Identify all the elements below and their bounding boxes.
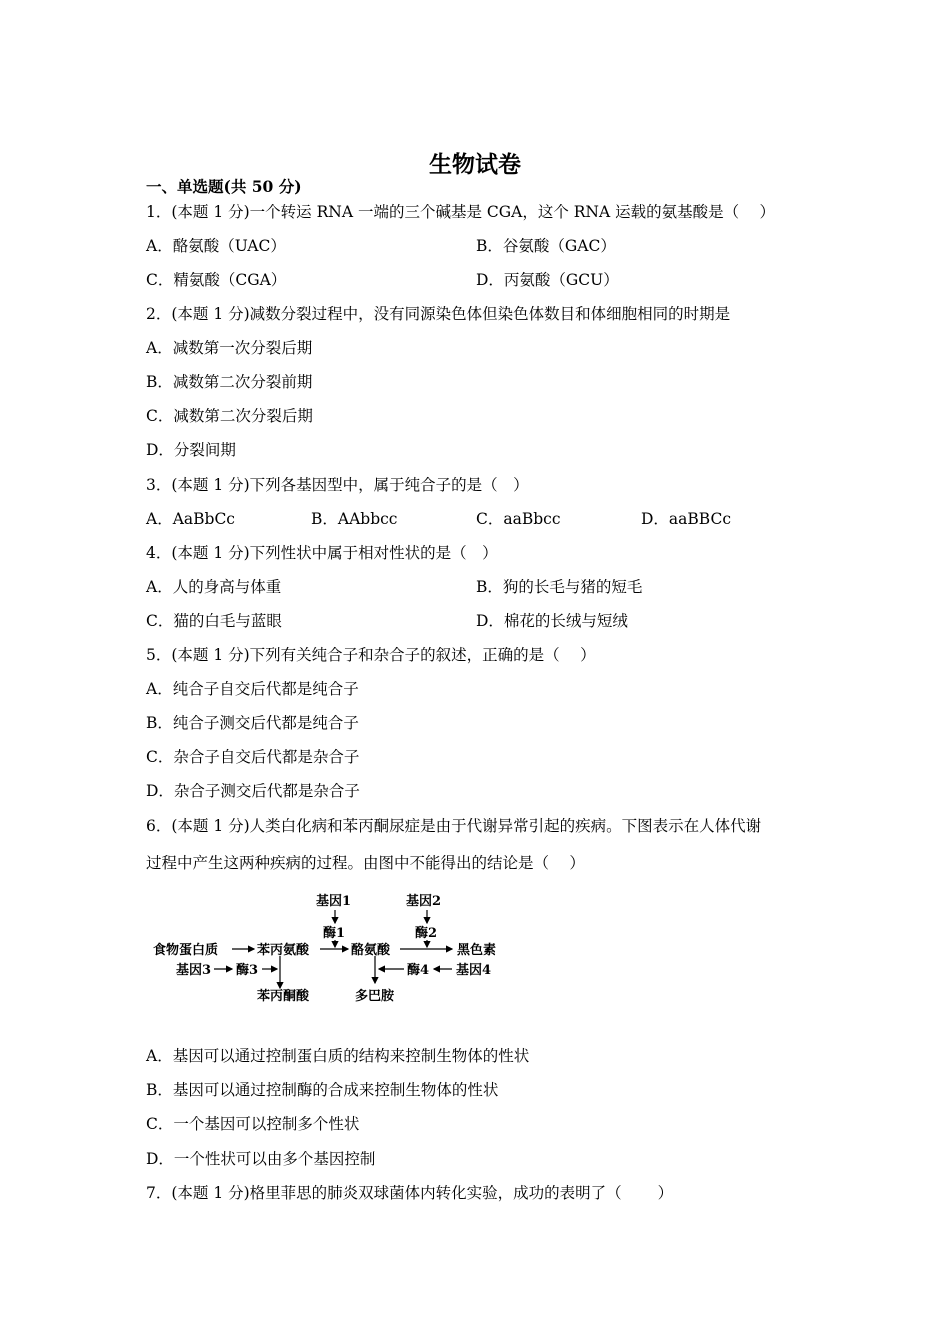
question-6-stem-line-1: 6．(本题 1 分)人类白化病和苯丙酮尿症是由于代谢异常引起的疾病。下图表示在人体代谢 bbox=[146, 817, 762, 835]
melanin-label: 黑色素 bbox=[457, 943, 497, 958]
question-5-option-b: B．纯合子测交后代都是纯合子 bbox=[146, 714, 359, 732]
gene1-label: 基因1 bbox=[316, 894, 352, 909]
question-4-option-a: A．人的身高与体重 bbox=[146, 578, 282, 596]
gene3-label: 基因3 bbox=[176, 963, 212, 978]
dopamine-label: 多巴胺 bbox=[355, 989, 395, 1004]
question-4-option-d: D．棉花的长绒与短绒 bbox=[476, 612, 628, 630]
page-title: 生物试卷 bbox=[429, 151, 521, 178]
question-2-option-a: A．减数第一次分裂后期 bbox=[146, 339, 313, 357]
food-protein-label: 食物蛋白质 bbox=[153, 943, 219, 958]
question-6-option-b: B．基因可以通过控制酶的合成来控制生物体的性状 bbox=[146, 1081, 499, 1099]
enzyme2-label: 酶2 bbox=[415, 926, 438, 941]
question-5-option-d: D．杂合子测交后代都是杂合子 bbox=[146, 782, 360, 800]
question-2-option-d: D．分裂间期 bbox=[146, 441, 236, 459]
question-6-option-d: D．一个性状可以由多个基因控制 bbox=[146, 1150, 376, 1168]
question-1-option-d: D．丙氨酸（GCU） bbox=[476, 271, 619, 289]
question-3-stem: 3．(本题 1 分)下列各基因型中，属于纯合子的是（ ） bbox=[146, 476, 529, 494]
enzyme4-label: 酶4 bbox=[407, 963, 430, 978]
gene2-label: 基因2 bbox=[406, 894, 442, 909]
question-3-option-c: C．aaBbcc bbox=[476, 510, 561, 528]
question-7-stem: 7．(本题 1 分)格里菲思的肺炎双球菌体内转化实验，成功的表明了（ ） bbox=[146, 1184, 674, 1202]
enzyme1-label: 酶1 bbox=[323, 926, 346, 941]
question-6-option-c: C．一个基因可以控制多个性状 bbox=[146, 1115, 360, 1133]
gene4-label: 基因4 bbox=[456, 963, 492, 978]
phenylalanine-label: 苯丙氨酸 bbox=[257, 943, 310, 958]
question-3-option-a: A．AaBbCc bbox=[146, 510, 235, 528]
question-5-stem: 5．(本题 1 分)下列有关纯合子和杂合子的叙述，正确的是（ ） bbox=[146, 646, 596, 664]
question-1-stem: 1．(本题 1 分)一个转运 RNA 一端的三个碱基是 CGA，这个 RNA 运载的氨基酸是（ ） bbox=[146, 203, 776, 221]
question-5-option-a: A．纯合子自交后代都是纯合子 bbox=[146, 680, 359, 698]
enzyme3-label: 酶3 bbox=[236, 963, 259, 978]
question-2-stem: 2．(本题 1 分)减数分裂过程中，没有同源染色体但染色体数目和体细胞相同的时期是 bbox=[146, 305, 731, 323]
question-2-option-c: C．减数第二次分裂后期 bbox=[146, 407, 313, 425]
question-1-option-c: C．精氨酸（CGA） bbox=[146, 271, 287, 289]
question-4-option-c: C．猫的白毛与蓝眼 bbox=[146, 612, 282, 630]
question-6-option-a: A．基因可以通过控制蛋白质的结构来控制生物体的性状 bbox=[146, 1047, 530, 1065]
question-6-stem-line-2: 过程中产生这两种疾病的过程。由图中不能得出的结论是（ ） bbox=[146, 854, 585, 872]
question-5-option-c: C．杂合子自交后代都是杂合子 bbox=[146, 748, 360, 766]
section-heading: 一、单选题(共 50 分) bbox=[146, 177, 302, 196]
question-2-option-b: B．减数第二次分裂前期 bbox=[146, 373, 313, 391]
metabolism-diagram bbox=[150, 890, 520, 1010]
phenylpyruvate-label: 苯丙酮酸 bbox=[257, 989, 310, 1004]
question-1-option-b: B．谷氨酸（GAC） bbox=[476, 237, 616, 255]
tyrosine-label: 酪氨酸 bbox=[351, 943, 391, 958]
question-4-stem: 4．(本题 1 分)下列性状中属于相对性状的是（ ） bbox=[146, 544, 498, 562]
question-1-option-a: A．酪氨酸（UAC） bbox=[146, 237, 286, 255]
question-4-option-b: B．狗的长毛与猪的短毛 bbox=[476, 578, 643, 596]
question-3-option-d: D．aaBBCc bbox=[641, 510, 732, 528]
question-3-option-b: B．AAbbcc bbox=[311, 510, 398, 528]
